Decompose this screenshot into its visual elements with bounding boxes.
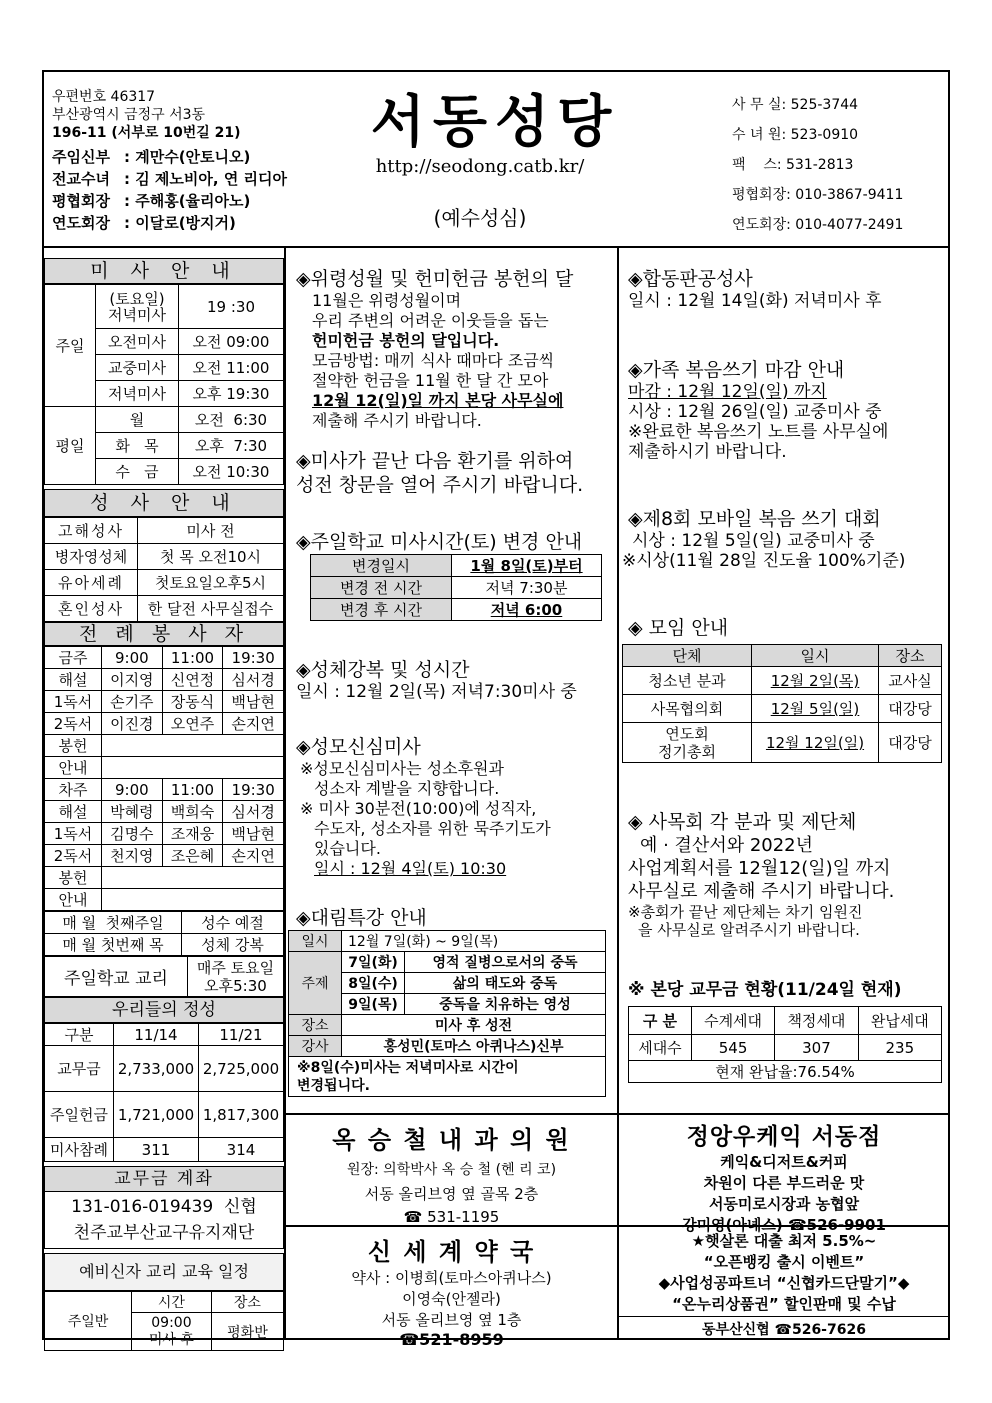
address-line: 196-11 (서부로 10번길 21) [52,125,241,141]
article-line: 마감 : 12월 12일(일) 까지 [628,382,827,402]
servers-person [102,867,284,889]
contact-value: : 525-3744 [781,97,859,113]
pharmacy-name: 신 세 계 약 국 [367,1238,536,1266]
article-line: 시상 : 12월 26일(일) 교중미사 중 [628,402,882,422]
staff-name: : 김 제노비아, 연 리디아 [124,170,287,188]
pharmacy-phone: ☎521-8959 [399,1330,504,1349]
sacrament-value: 첫토요일오후5시 [138,570,284,596]
servers-role: 1독서 [45,691,102,713]
article-body [296,291,614,431]
contact-label: 팩 스 [732,157,777,173]
cell-label: 강사 [289,1036,342,1057]
servers-person: 김명수 [102,823,163,845]
article-line: 일시 : 12월 4일(토) 10:30 [314,859,507,878]
article-title: ◈가족 복음쓰기 마감 안내 [628,359,845,381]
offering-title: 우리들의 정성 [44,997,284,1023]
article-title: ※ 본당 교무금 현황(11/24일 현재) [628,980,902,1000]
sacrament-name: 고해성사 [45,518,138,544]
article-line: 제출하시기 바랍니다. [628,442,787,462]
contact-value: : 010-4077-2491 [786,217,904,233]
sunday-school-label: 주일학교 교리 [45,957,188,997]
servers-time: 19:30 [223,647,284,669]
servers-person: 이지영 [102,669,163,691]
advent-note: ※8일(수)미사는 저녁미사로 시간이 변경됩니다. [289,1057,606,1097]
ads-divider [285,1113,949,1115]
article-line: ※시상(11월 28일 진도율 100%기준) [622,551,906,571]
article-line: 을 사무실로 알려주시기 바랍니다. [638,921,860,939]
offering-value: 1,721,000 [114,1092,199,1138]
mass-time: 오후 7:30 [179,433,284,459]
cell-label: 변경 후 시간 [311,599,452,621]
article-title: ◈대림특강 안내 [296,907,427,929]
sacrament-name: 혼인성사 [45,596,138,622]
staff-name: : 계만수(안토니오) [124,148,251,166]
article-line: 절약한 헌금을 11월 한 달 간 모아 [312,371,549,390]
article-line: 우리 주변의 어려운 이웃들을 돕는 [312,311,549,330]
website-link[interactable]: http://seodong.catb.kr/ [375,156,585,177]
servers-role: 1독서 [45,823,102,845]
credit-line: ◆사업성공파트너 “신협카드단말기”◆ [658,1274,910,1292]
postal-code: 우편번호 46317 [52,89,156,105]
servers-time: 11:00 [162,779,223,801]
bakery-ad [619,1118,949,1235]
contact-label: 평협회장 [732,187,787,203]
dues-value: 235 [858,1035,941,1061]
servers-table [44,646,284,911]
cell-label: 장소 [289,1015,342,1036]
article-line: ※ 미사 30분전(10:00)에 성직자, [300,799,537,818]
meeting-header: 일시 [752,645,879,667]
mass-name: 월 [96,407,179,433]
article-title: ◈성모신심미사 [296,736,421,758]
article-line: 일시 : 12월 2일(목) 저녁7:30미사 중 [296,682,577,702]
servers-person [102,757,284,779]
weekday-label: 평일 [45,407,96,485]
staff-role: 연도회장 [52,214,110,232]
monthly-event: 성수 예절 [182,912,284,934]
meeting-place: 교사실 [879,667,942,695]
credit-line: ★햇살론 대출 최저 5.5%~ [691,1232,877,1250]
dues-value: 545 [691,1035,774,1061]
article-title: ◈제8회 모바일 복음 쓰기 대회 [628,508,881,530]
account-number: 131-016-019439 신협 [71,1197,257,1217]
article-line: 성전 창문을 열어 주시기 바랍니다. [296,474,584,496]
offering-value: 2,733,000 [114,1046,199,1092]
mass-time: 오전 6:30 [179,407,284,433]
dues-label: 세대수 [629,1035,692,1061]
servers-time: 9:00 [102,779,163,801]
servers-person: 백남현 [223,691,284,713]
servers-person: 심서경 [223,669,284,691]
meeting-date: 12월 12일(일) [752,723,879,763]
staff-role: 주임신부 [52,148,110,166]
bakery-line: 강미영(아녜스) ☎526-9901 [682,1216,886,1234]
servers-person: 손지연 [223,845,284,867]
servers-title: 전 례 봉 사 자 [44,622,284,646]
servers-role: 2독서 [45,845,102,867]
sacrament-value: 한 달전 사무실접수 [138,596,284,622]
servers-person: 오연주 [162,713,223,735]
article-title: ◈ 모임 안내 [628,617,729,639]
mass-name: (토요일) 저녁미사 [96,285,179,329]
servers-person: 천지영 [102,845,163,867]
mass-time: 19 :30 [179,285,284,329]
contact-value: : 523-0910 [781,127,859,143]
article-line: 헌미헌금 봉헌의 달입니다. [312,331,500,350]
cell-label: 일시 [289,931,342,952]
topic-title: 영적 질병으로서의 중독 [405,952,606,973]
article-line: 사무실로 제출해 주시기 바랍니다. [628,881,895,902]
sunday-label: 주일 [45,285,96,407]
mass-table [44,284,284,485]
catechumen-title: 예비신자 교리 교육 일정 [44,1253,284,1291]
clinic-name: 옥 승 철 내 과 의 원 [332,1126,571,1154]
article-line: 시상 : 12월 5일(일) 교중미사 중 [632,531,875,551]
offering-header: 11/21 [199,1024,284,1046]
article-title: ◈위령성월 및 헌미헌금 봉헌의 달 [296,268,574,290]
offering-label: 미사참례 [45,1138,114,1162]
servers-person: 조은혜 [162,845,223,867]
account-holder: 천주교부산교구유지재단 [73,1223,255,1243]
cell-label: 주제 [289,952,342,1015]
offering-value: 311 [114,1138,199,1162]
mass-time: 오전 11:00 [179,355,284,381]
servers-person: 신연정 [162,669,223,691]
meeting-place: 대강당 [879,723,942,763]
article-line: 있습니다. [314,839,381,858]
article-line: 사업계획서를 12월12(일)일 까지 [628,858,891,879]
article-line: ◈미사가 끝난 다음 환기를 위하여 [296,450,574,472]
pharmacy-line: 서동 올리브영 옆 1층 [381,1311,522,1329]
mass-name: 화 목 [96,433,179,459]
servers-person: 조재웅 [162,823,223,845]
servers-person: 이진경 [102,713,163,735]
dues-header: 수계세대 [691,1007,774,1035]
article-line: 모금방법: 매끼 식사 때마다 조금씩 [312,351,555,370]
servers-role: 2독서 [45,713,102,735]
article-body [622,531,944,571]
offering-label: 주일헌금 [45,1092,114,1138]
servers-role: 봉헌 [45,867,102,889]
contact-value: : 010-3867-9411 [786,187,904,203]
dues-header: 책정세대 [775,1007,858,1035]
contact-label: 수 녀 원 [732,127,782,143]
dues-header: 완납세대 [858,1007,941,1035]
mass-name: 수 금 [96,459,179,485]
contact-value: : 531-2813 [776,157,854,173]
article-title: ◈합동판공성사 [628,268,753,290]
servers-role: 해설 [45,801,102,823]
header-divider [42,246,950,248]
right-column [622,264,944,1083]
meeting-date: 12월 2일(목) [752,667,879,695]
topic-day: 7일(화) [342,952,405,973]
catechumen-row-label: 주일반 [45,1292,132,1351]
contacts [732,90,903,240]
article-line: 수도자, 성소자를 위한 묵주기도가 [314,819,551,838]
bakery-line: 케익&디저트&커피 [720,1153,848,1171]
article-line: 일시 : 12월 14일(화) 저녁미사 후 [628,291,882,311]
cell-value: 저녁 6:00 [452,599,602,621]
staff-name: : 이달로(방지거) [124,214,236,232]
servers-week-label: 금주 [45,647,102,669]
catechumen-place: 평화반 [211,1313,283,1351]
offering-value: 2,725,000 [199,1046,284,1092]
page-title: 서동성당 [370,89,620,155]
offering-header: 구분 [45,1024,114,1046]
meeting-place: 대강당 [879,695,942,723]
pharmacy-ad [286,1232,617,1349]
ventilation-notice [296,449,614,497]
cell-value: 홍성민(토마스 아퀴나스)신부 [342,1036,606,1057]
cell-value: 12월 7일(화) ~ 9일(목) [342,931,606,952]
article-body [628,834,944,939]
sacrament-value: 미사 전 [138,518,284,544]
servers-person: 장동식 [162,691,223,713]
sacrament-table [44,517,284,622]
servers-person: 백희숙 [162,801,223,823]
bakery-name: 정앙우케익 서동점 [686,1124,882,1150]
monthly-item: 매 월 첫째주일 [45,912,182,934]
meeting-group: 청소년 분과 [623,667,752,695]
sacrament-title: 성 사 안 내 [44,489,284,517]
clinic-address: 서동 올리브영 옆 골목 2층 [364,1185,539,1203]
servers-time: 9:00 [102,647,163,669]
article-line: ※완료한 복음쓰기 노트를 사무실에 [628,422,889,442]
pharmacy-line: 이영숙(안젤라) [402,1290,501,1308]
topic-day: 8일(수) [342,973,405,994]
article-line: 12월 12(일)일 까지 본당 사무실에 [312,391,564,410]
servers-time: 11:00 [162,647,223,669]
staff-list [52,146,287,234]
meeting-group: 연도회 정기총회 [623,723,752,763]
offering-label: 교무금 [45,1046,114,1092]
mass-name: 저녁미사 [96,381,179,407]
mass-title: 미 사 안 내 [44,258,284,284]
article-title: ◈주일학교 미사시간(토) 변경 안내 [296,531,583,553]
servers-person: 손지연 [223,713,284,735]
servers-week-label: 차주 [45,779,102,801]
sacrament-name: 병자영성체 [45,544,138,570]
mass-time: 오전 10:30 [179,459,284,485]
servers-role: 안내 [45,889,102,911]
article-line: ※성모신심미사는 성소후원과 [300,759,504,778]
credit-contact: 동부산신협 ☎526-7626 [619,1316,949,1339]
catechumen-time: 09:00 미사 후 [132,1313,212,1351]
sacrament-value: 첫 목 오전10시 [138,544,284,570]
theme-subtitle: (예수성심) [433,206,527,230]
meeting-date: 12월 5일(일) [752,695,879,723]
clinic-director: 원장: 의학박사 옥 승 철 (헨 리 코) [346,1162,557,1178]
sacrament-name: 유아세례 [45,570,138,596]
article-line: ※총회가 끝난 제단체는 차기 임원진 [628,903,863,921]
topic-day: 9일(목) [342,994,405,1015]
servers-role: 해설 [45,669,102,691]
sunday-school-table [44,956,284,997]
cell-value: 1월 8일(토)부터 [452,555,602,577]
servers-person: 심서경 [223,801,284,823]
article-body [628,382,944,462]
meeting-header: 단체 [623,645,752,667]
dues-header: 구 분 [629,1007,692,1035]
article-line: 성소자 계발을 지향합니다. [314,779,500,798]
schedule-change-table [310,554,602,621]
advent-lecture-table [288,930,606,1097]
address-line: 부산광역시 금정구 서3동 [52,107,206,123]
servers-role: 봉헌 [45,735,102,757]
servers-person: 손기주 [102,691,163,713]
offering-value: 1,817,300 [199,1092,284,1138]
middle-column [296,264,614,1097]
mass-name: 교중미사 [96,355,179,381]
meeting-group: 사목협의회 [623,695,752,723]
offering-header: 11/14 [114,1024,199,1046]
servers-person: 백남현 [223,823,284,845]
clinic-phone: ☎ 531-1195 [403,1208,500,1226]
servers-person [102,735,284,757]
sunday-school-time: 매주 토요일 오후5:30 [188,957,284,997]
catechumen-header: 장소 [211,1292,283,1313]
servers-time: 19:30 [223,779,284,801]
header-address [52,88,241,142]
monthly-event: 성체 강복 [182,934,284,956]
servers-person [102,889,284,911]
article-line: 예 · 결산서와 2022년 [640,835,814,856]
meeting-header: 장소 [879,645,942,667]
topic-title: 삶의 태도와 중독 [405,973,606,994]
mass-name: 오전미사 [96,329,179,355]
bakery-line: 서동미로시장과 농협앞 [708,1195,860,1213]
clinic-ad [286,1120,617,1226]
credit-line: “온누리상품권” 할인판매 및 수납 [672,1295,896,1313]
article-line: 11월은 위령성월이며 [312,291,462,310]
account-title: 교무금 계좌 [44,1166,284,1192]
dues-rate: 현재 완납율:76.54% [629,1061,942,1083]
catechumen-table [44,1291,284,1351]
dues-table [628,1006,942,1083]
catechumen-header: 시간 [132,1292,212,1313]
topic-title: 중독을 치유하는 영성 [405,994,606,1015]
staff-role: 평협회장 [52,192,110,210]
servers-role: 안내 [45,757,102,779]
staff-role: 전교수녀 [52,170,110,188]
meeting-table [622,644,942,763]
offering-table [44,1023,284,1162]
monthly-table [44,911,284,956]
article-line: 제출해 주시기 바랍니다. [312,411,482,430]
cell-label: 변경 전 시간 [311,577,452,599]
bakery-line: 차원이 다른 부드러운 맛 [703,1174,865,1192]
cell-value: 저녁 7:30분 [452,577,602,599]
article-body [296,759,614,879]
cell-value: 미사 후 성전 [342,1015,606,1036]
mass-time: 오전 09:00 [179,329,284,355]
pharmacy-line: 약사 : 이병희(토마스아퀴나스) [351,1269,552,1287]
cell-label: 변경일시 [311,555,452,577]
left-column [44,258,284,1351]
article-title: ◈성체강복 및 성시간 [296,659,470,681]
mass-time: 오후 19:30 [179,381,284,407]
credit-union-ad [619,1230,949,1339]
monthly-item: 매 월 첫번째 목 [45,934,182,956]
contact-label: 사 무 실 [732,97,782,113]
servers-person: 박혜령 [102,801,163,823]
credit-line: “오픈뱅킹 출시 이벤트” [703,1253,865,1271]
dues-value: 307 [775,1035,858,1061]
offering-value: 314 [199,1138,284,1162]
article-title: ◈ 사목회 각 분과 및 제단체 [628,811,857,833]
staff-name: : 주해홍(율리아노) [124,192,251,210]
contact-label: 연도회장 [732,217,787,233]
